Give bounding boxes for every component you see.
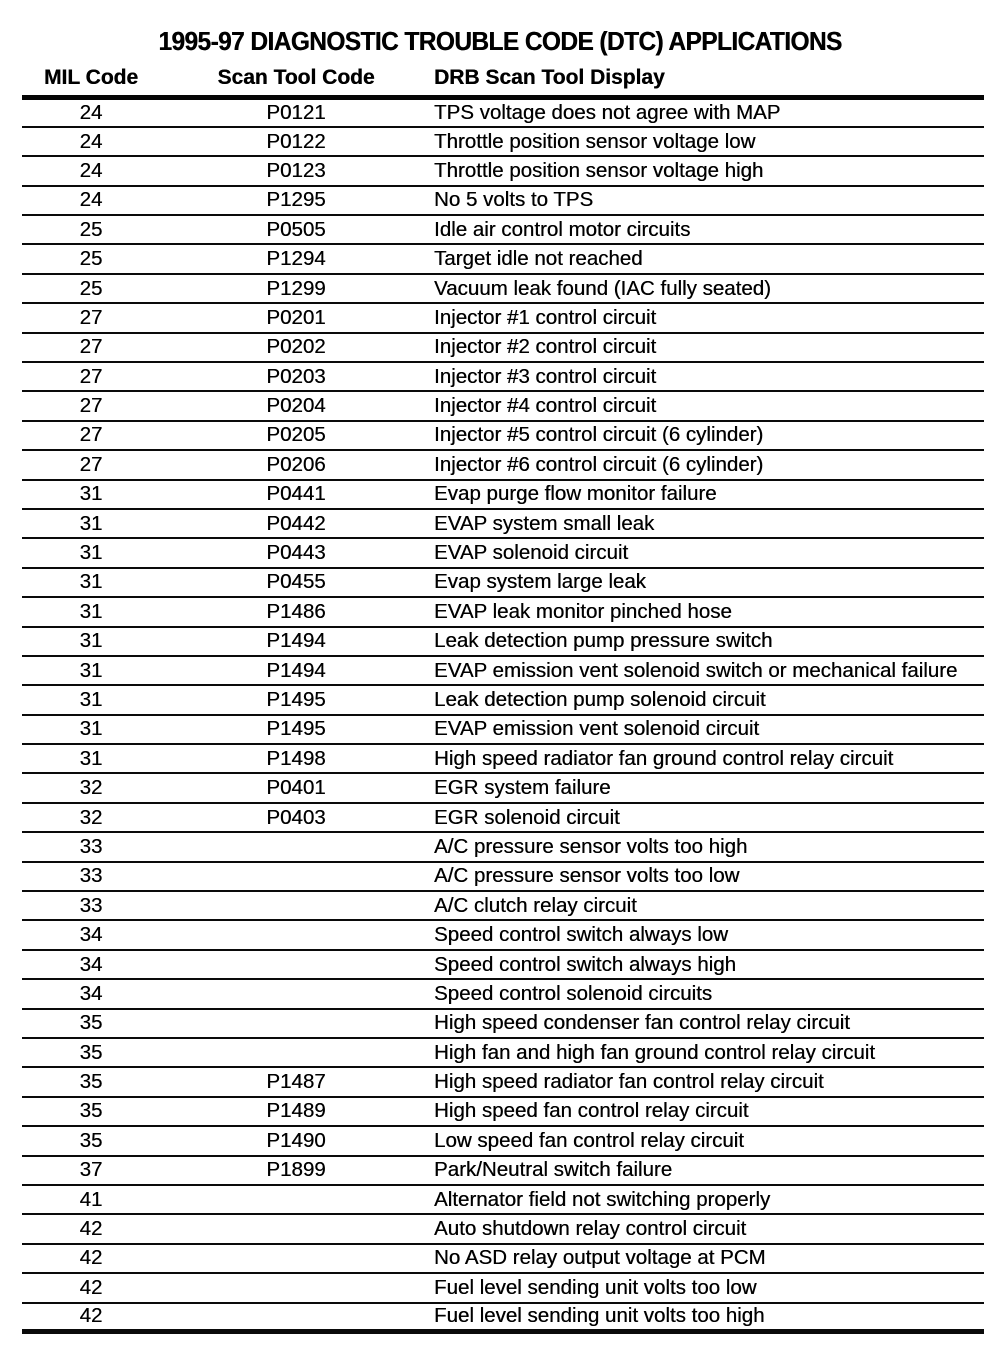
table-row [22, 597, 984, 626]
scan-tool-code-cell: P0443 [160, 538, 432, 567]
mil-code-cell: 31 [22, 685, 160, 714]
scan-tool-code-cell: P1294 [160, 244, 432, 273]
drb-scan-tool-display-cell: Leak detection pump solenoid circuit [432, 685, 984, 714]
mil-code-cell: 42 [22, 1244, 160, 1273]
mil-code-cell: 31 [22, 568, 160, 597]
drb-scan-tool-display-cell: EVAP emission vent solenoid switch or mechanical failure [432, 656, 984, 685]
scan-tool-code-cell: P0206 [160, 450, 432, 479]
scan-tool-code-cell: P1487 [160, 1067, 432, 1096]
table-row [22, 773, 984, 802]
table-row [22, 715, 984, 744]
drb-scan-tool-display-cell: EVAP emission vent solenoid circuit [432, 715, 984, 744]
drb-scan-tool-display-cell: High speed radiator fan control relay circuit [432, 1067, 984, 1096]
drb-scan-tool-display-cell: Target idle not reached [432, 244, 984, 273]
table-row [22, 744, 984, 773]
drb-scan-tool-display-cell: A/C pressure sensor volts too high [432, 832, 984, 861]
mil-code-cell: 35 [22, 1067, 160, 1096]
mil-code-cell: 31 [22, 597, 160, 626]
table-row [22, 832, 984, 861]
table-row [22, 1097, 984, 1126]
table-row [22, 1067, 984, 1096]
drb-scan-tool-display-cell: Leak detection pump pressure switch [432, 627, 984, 656]
table-row [22, 979, 984, 1008]
scan-tool-code-cell: P0204 [160, 391, 432, 420]
mil-code-cell: 33 [22, 862, 160, 891]
drb-scan-tool-display-cell: Injector #3 control circuit [432, 362, 984, 391]
scan-tool-code-cell: P1295 [160, 186, 432, 215]
drb-scan-tool-display-cell: No ASD relay output voltage at PCM [432, 1244, 984, 1273]
scan-tool-code-cell: P0202 [160, 333, 432, 362]
table-row [22, 627, 984, 656]
mil-code-cell: 34 [22, 979, 160, 1008]
drb-scan-tool-display-cell: Throttle position sensor voltage low [432, 127, 984, 156]
table-row [22, 891, 984, 920]
scan-tool-code-cell: P1486 [160, 597, 432, 626]
scan-tool-code-cell: P0123 [160, 156, 432, 185]
mil-code-cell: 31 [22, 627, 160, 656]
drb-scan-tool-display-cell: Injector #6 control circuit (6 cylinder) [432, 450, 984, 479]
mil-code-cell: 31 [22, 744, 160, 773]
scan-tool-code-cell: P1899 [160, 1156, 432, 1185]
table-row [22, 244, 984, 273]
mil-code-cell: 27 [22, 333, 160, 362]
drb-scan-tool-display-cell: A/C pressure sensor volts too low [432, 862, 984, 891]
mil-code-cell: 24 [22, 127, 160, 156]
scan-tool-code-cell [160, 920, 432, 949]
mil-code-cell: 41 [22, 1185, 160, 1214]
mil-code-cell: 42 [22, 1303, 160, 1332]
table-header-row [22, 66, 984, 98]
scan-tool-code-cell: P1490 [160, 1126, 432, 1155]
table-row [22, 509, 984, 538]
scan-tool-code-cell: P0203 [160, 362, 432, 391]
mil-code-cell: 31 [22, 538, 160, 567]
table-row [22, 685, 984, 714]
table-row [22, 1156, 984, 1185]
drb-scan-tool-display-cell: Vacuum leak found (IAC fully seated) [432, 274, 984, 303]
scan-tool-code-cell: P1495 [160, 715, 432, 744]
drb-scan-tool-display-cell: Speed control switch always high [432, 950, 984, 979]
drb-scan-tool-display-cell: EVAP system small leak [432, 509, 984, 538]
mil-code-cell: 24 [22, 98, 160, 127]
mil-code-cell: 31 [22, 656, 160, 685]
drb-scan-tool-display-cell: Injector #2 control circuit [432, 333, 984, 362]
scan-tool-code-cell: P1494 [160, 627, 432, 656]
mil-code-cell: 27 [22, 362, 160, 391]
scan-tool-code-cell: P1489 [160, 1097, 432, 1126]
table-row [22, 156, 984, 185]
scan-tool-code-cell: P1299 [160, 274, 432, 303]
scan-tool-code-cell: P1498 [160, 744, 432, 773]
scan-tool-code-cell [160, 891, 432, 920]
drb-scan-tool-display-cell: A/C clutch relay circuit [432, 891, 984, 920]
drb-scan-tool-display-cell: Idle air control motor circuits [432, 215, 984, 244]
drb-scan-tool-display-cell: Speed control switch always low [432, 920, 984, 949]
drb-scan-tool-display-cell: Low speed fan control relay circuit [432, 1126, 984, 1155]
drb-scan-tool-display-cell: Speed control solenoid circuits [432, 979, 984, 1008]
drb-scan-tool-display-cell: EGR system failure [432, 773, 984, 802]
mil-code-cell: 24 [22, 156, 160, 185]
mil-code-cell: 27 [22, 450, 160, 479]
table-row [22, 1273, 984, 1302]
scan-tool-code-cell [160, 1009, 432, 1038]
scan-tool-code-cell: P0122 [160, 127, 432, 156]
drb-scan-tool-display-cell: High speed fan control relay circuit [432, 1097, 984, 1126]
table-row [22, 1185, 984, 1214]
column-header-scan-tool-code: Scan Tool Code [160, 66, 432, 98]
scan-tool-code-cell: P1494 [160, 656, 432, 685]
table-row [22, 1214, 984, 1243]
scan-tool-code-cell [160, 1038, 432, 1067]
table-row [22, 803, 984, 832]
table-row [22, 1038, 984, 1067]
table-row [22, 333, 984, 362]
table-row [22, 450, 984, 479]
scan-tool-code-cell [160, 950, 432, 979]
scan-tool-code-cell [160, 832, 432, 861]
scan-tool-code-cell: P0205 [160, 421, 432, 450]
drb-scan-tool-display-cell: Injector #4 control circuit [432, 391, 984, 420]
drb-scan-tool-display-cell: EVAP solenoid circuit [432, 538, 984, 567]
table-row [22, 480, 984, 509]
mil-code-cell: 33 [22, 832, 160, 861]
drb-scan-tool-display-cell: High speed radiator fan ground control relay circuit [432, 744, 984, 773]
scan-tool-code-cell: P0455 [160, 568, 432, 597]
table-row [22, 127, 984, 156]
mil-code-cell: 31 [22, 509, 160, 538]
scan-tool-code-cell [160, 979, 432, 1008]
mil-code-cell: 31 [22, 715, 160, 744]
table-row [22, 362, 984, 391]
drb-scan-tool-display-cell: High fan and high fan ground control relay circuit [432, 1038, 984, 1067]
scan-tool-code-cell [160, 1303, 432, 1332]
table-row [22, 274, 984, 303]
table-row [22, 950, 984, 979]
drb-scan-tool-display-cell: Evap system large leak [432, 568, 984, 597]
table-body [22, 98, 984, 1332]
page-title: 1995-97 DIAGNOSTIC TROUBLE CODE (DTC) APPLICATIONS [158, 26, 842, 56]
drb-scan-tool-display-cell: Alternator field not switching properly [432, 1185, 984, 1214]
mil-code-cell: 32 [22, 803, 160, 832]
mil-code-cell: 25 [22, 274, 160, 303]
scan-tool-code-cell [160, 1185, 432, 1214]
mil-code-cell: 35 [22, 1126, 160, 1155]
drb-scan-tool-display-cell: Park/Neutral switch failure [432, 1156, 984, 1185]
table-row [22, 1244, 984, 1273]
scan-tool-code-cell: P0441 [160, 480, 432, 509]
drb-scan-tool-display-cell: Injector #5 control circuit (6 cylinder) [432, 421, 984, 450]
mil-code-cell: 33 [22, 891, 160, 920]
mil-code-cell: 27 [22, 421, 160, 450]
table-row [22, 215, 984, 244]
mil-code-cell: 35 [22, 1097, 160, 1126]
scan-tool-code-cell: P0121 [160, 98, 432, 127]
scan-tool-code-cell: P0401 [160, 773, 432, 802]
table-row [22, 538, 984, 567]
mil-code-cell: 42 [22, 1214, 160, 1243]
scan-tool-code-cell [160, 1214, 432, 1243]
scan-tool-code-cell [160, 1273, 432, 1302]
drb-scan-tool-display-cell: Throttle position sensor voltage high [432, 156, 984, 185]
scan-tool-code-cell: P0442 [160, 509, 432, 538]
scan-tool-code-cell: P0403 [160, 803, 432, 832]
mil-code-cell: 27 [22, 303, 160, 332]
table-row [22, 303, 984, 332]
drb-scan-tool-display-cell: Evap purge flow monitor failure [432, 480, 984, 509]
mil-code-cell: 27 [22, 391, 160, 420]
drb-scan-tool-display-cell: Fuel level sending unit volts too low [432, 1273, 984, 1302]
drb-scan-tool-display-cell: Auto shutdown relay control circuit [432, 1214, 984, 1243]
mil-code-cell: 31 [22, 480, 160, 509]
mil-code-cell: 24 [22, 186, 160, 215]
mil-code-cell: 34 [22, 920, 160, 949]
drb-scan-tool-display-cell: EVAP leak monitor pinched hose [432, 597, 984, 626]
table-row [22, 920, 984, 949]
mil-code-cell: 32 [22, 773, 160, 802]
table-row [22, 98, 984, 127]
mil-code-cell: 35 [22, 1038, 160, 1067]
mil-code-cell: 37 [22, 1156, 160, 1185]
drb-scan-tool-display-cell: No 5 volts to TPS [432, 186, 984, 215]
table-row [22, 391, 984, 420]
mil-code-cell: 35 [22, 1009, 160, 1038]
column-header-mil-code: MIL Code [22, 66, 160, 98]
scan-tool-code-cell [160, 862, 432, 891]
dtc-table [22, 66, 984, 1334]
drb-scan-tool-display-cell: Fuel level sending unit volts too high [432, 1303, 984, 1332]
table-row [22, 1126, 984, 1155]
table-row [22, 186, 984, 215]
drb-scan-tool-display-cell: High speed condenser fan control relay circuit [432, 1009, 984, 1038]
drb-scan-tool-display-cell: Injector #1 control circuit [432, 303, 984, 332]
scan-tool-code-cell: P0505 [160, 215, 432, 244]
table-row [22, 1303, 984, 1332]
mil-code-cell: 25 [22, 215, 160, 244]
table-row [22, 862, 984, 891]
drb-scan-tool-display-cell: TPS voltage does not agree with MAP [432, 98, 984, 127]
mil-code-cell: 34 [22, 950, 160, 979]
scan-tool-code-cell: P0201 [160, 303, 432, 332]
table-row [22, 421, 984, 450]
table-row [22, 656, 984, 685]
scan-tool-code-cell [160, 1244, 432, 1273]
mil-code-cell: 42 [22, 1273, 160, 1302]
scan-tool-code-cell: P1495 [160, 685, 432, 714]
table-row [22, 1009, 984, 1038]
mil-code-cell: 25 [22, 244, 160, 273]
table-row [22, 568, 984, 597]
column-header-drb-scan-tool-display: DRB Scan Tool Display [432, 66, 984, 98]
drb-scan-tool-display-cell: EGR solenoid circuit [432, 803, 984, 832]
